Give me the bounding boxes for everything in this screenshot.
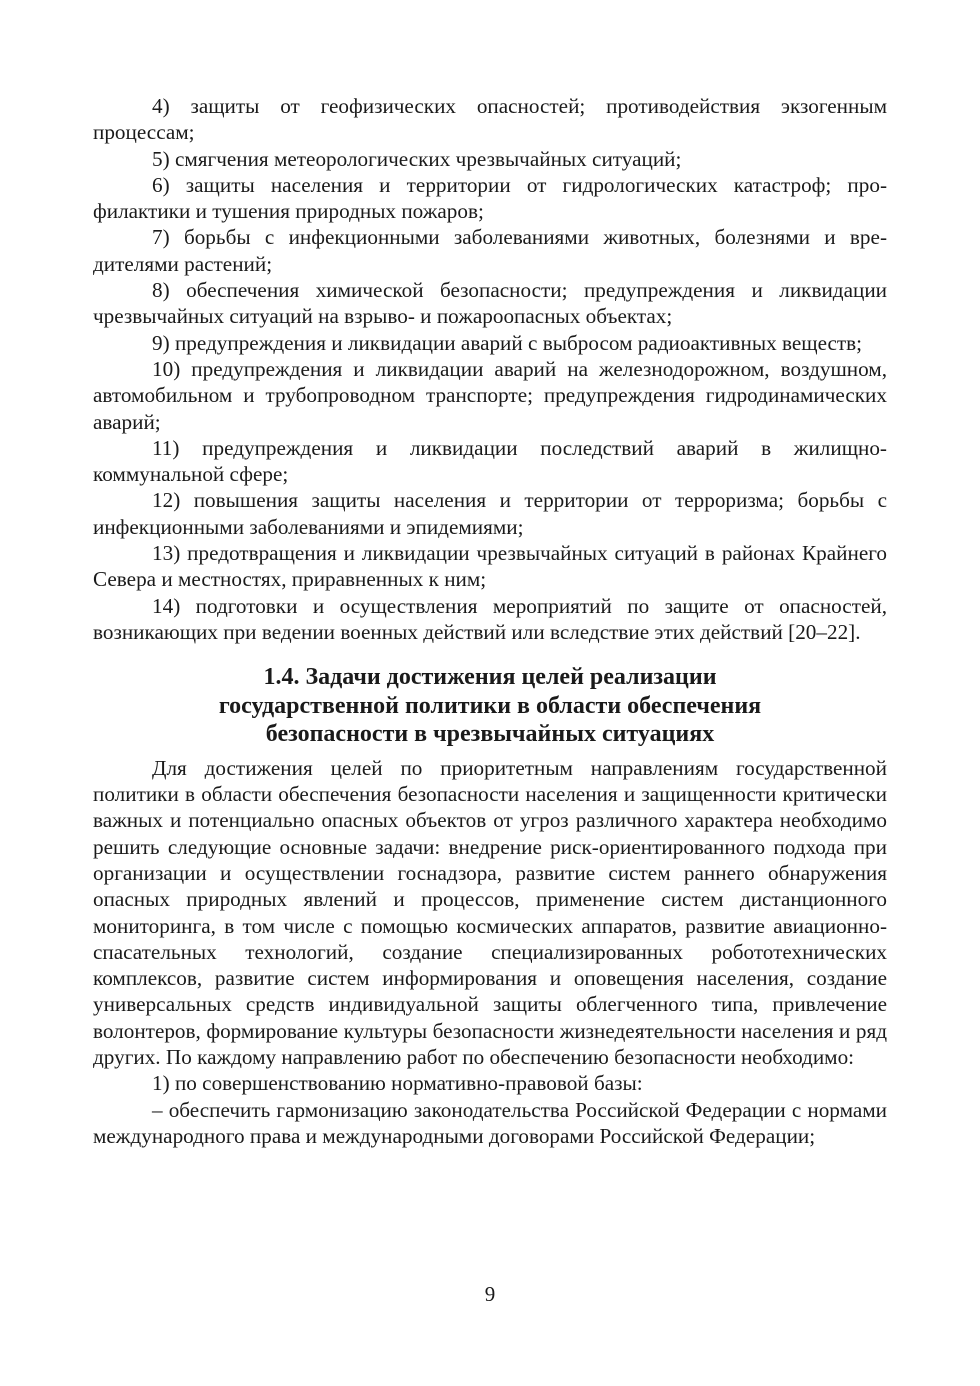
list-item-10: 10) предупреждения и ликвидации аварий на железнодорожном, воздушном, автомобильном и трубопроводном транспорте; предупреждения гидродинамических аварий; bbox=[93, 356, 887, 434]
page-number: 9 bbox=[484, 1282, 496, 1306]
list-item-14: 14) подготовки и осуществления мероприятий по защите от опасностей, возникающих при ведении военных действий или вследствие этих действий [20–22]. bbox=[93, 593, 887, 644]
dash-item: – обеспечить гармонизацию законодательства Российской Федерации с нормами международного права и международными договорами Российской Федерации; bbox=[93, 1097, 887, 1148]
list-item-6: 6) защиты населения и территории от гидрологических катастроф; профилактики и тушения природных пожаров; bbox=[93, 172, 887, 224]
list-item-9: 9) предупреждения и ликвидации аварий с выбросом радиоактивных веществ; bbox=[152, 330, 863, 355]
sub-item-1: 1) по совершенствованию нормативно-правовой базы: bbox=[152, 1071, 643, 1096]
section-heading-line: государственной политики в области обеспечения bbox=[218, 692, 762, 719]
list-item-4: 4) защиты от геофизических опасностей; противодействия экзогенным процессам; bbox=[93, 94, 887, 145]
section-body-paragraph: Для достижения целей по приоритетным направлениям государственной политики в области обеспечения безопасности населения и защищенности критически важных и потенциально опасных объектов от угроз различного характера необходимо решить следующие основные задачи: внедрение риск-ориентированного подхода при организации и осуществлении госнадзора, развитие систем раннего обнаружения опасных природных явлений и процессов, применение систем дистанционного мониторинга, в том числе с помощью космических аппаратов, развитие авиационно-спасательных технологий, создание специализированных робототехнических комплексов, развитие систем информирования и оповещения населения, создание универсальных средств индивидуальной защиты облегченного типа, привлечение волонтеров, формирование культуры безопасности жизнедеятельности населения и ряд других. По каждому направлению работ по обеспечению безопасности необходимо: bbox=[93, 755, 887, 1069]
list-item-5: 5) смягчения метеорологических чрезвычайных ситуаций; bbox=[152, 146, 682, 171]
section-heading-line: безопасности в чрезвычайных ситуациях bbox=[265, 721, 715, 748]
list-item-8: 8) обеспечения химической безопасности; предупреждения и ликвидации чрезвычайных ситуаций на взрыво- и пожароопасных объектах; bbox=[93, 278, 887, 329]
section-heading bbox=[93, 663, 887, 749]
list-item-13: 13) предотвращения и ликвидации чрезвычайных ситуаций в районах Крайнего Севера и местностях, приравненных к ним; bbox=[93, 541, 887, 592]
document-page bbox=[93, 93, 887, 1149]
list-item-11: 11) предупреждения и ликвидации последствий аварий в жилищно-коммунальной сфере; bbox=[93, 435, 887, 487]
list-item-7: 7) борьбы с инфекционными заболеваниями животных, болезнями и вредителями растений; bbox=[93, 225, 887, 276]
list-item-12: 12) повышения защиты населения и территории от терроризма; борьбы с инфекционными заболеваниями и эпидемиями; bbox=[93, 488, 887, 539]
section-heading-line: 1.4. Задачи достижения целей реализации bbox=[263, 664, 717, 691]
